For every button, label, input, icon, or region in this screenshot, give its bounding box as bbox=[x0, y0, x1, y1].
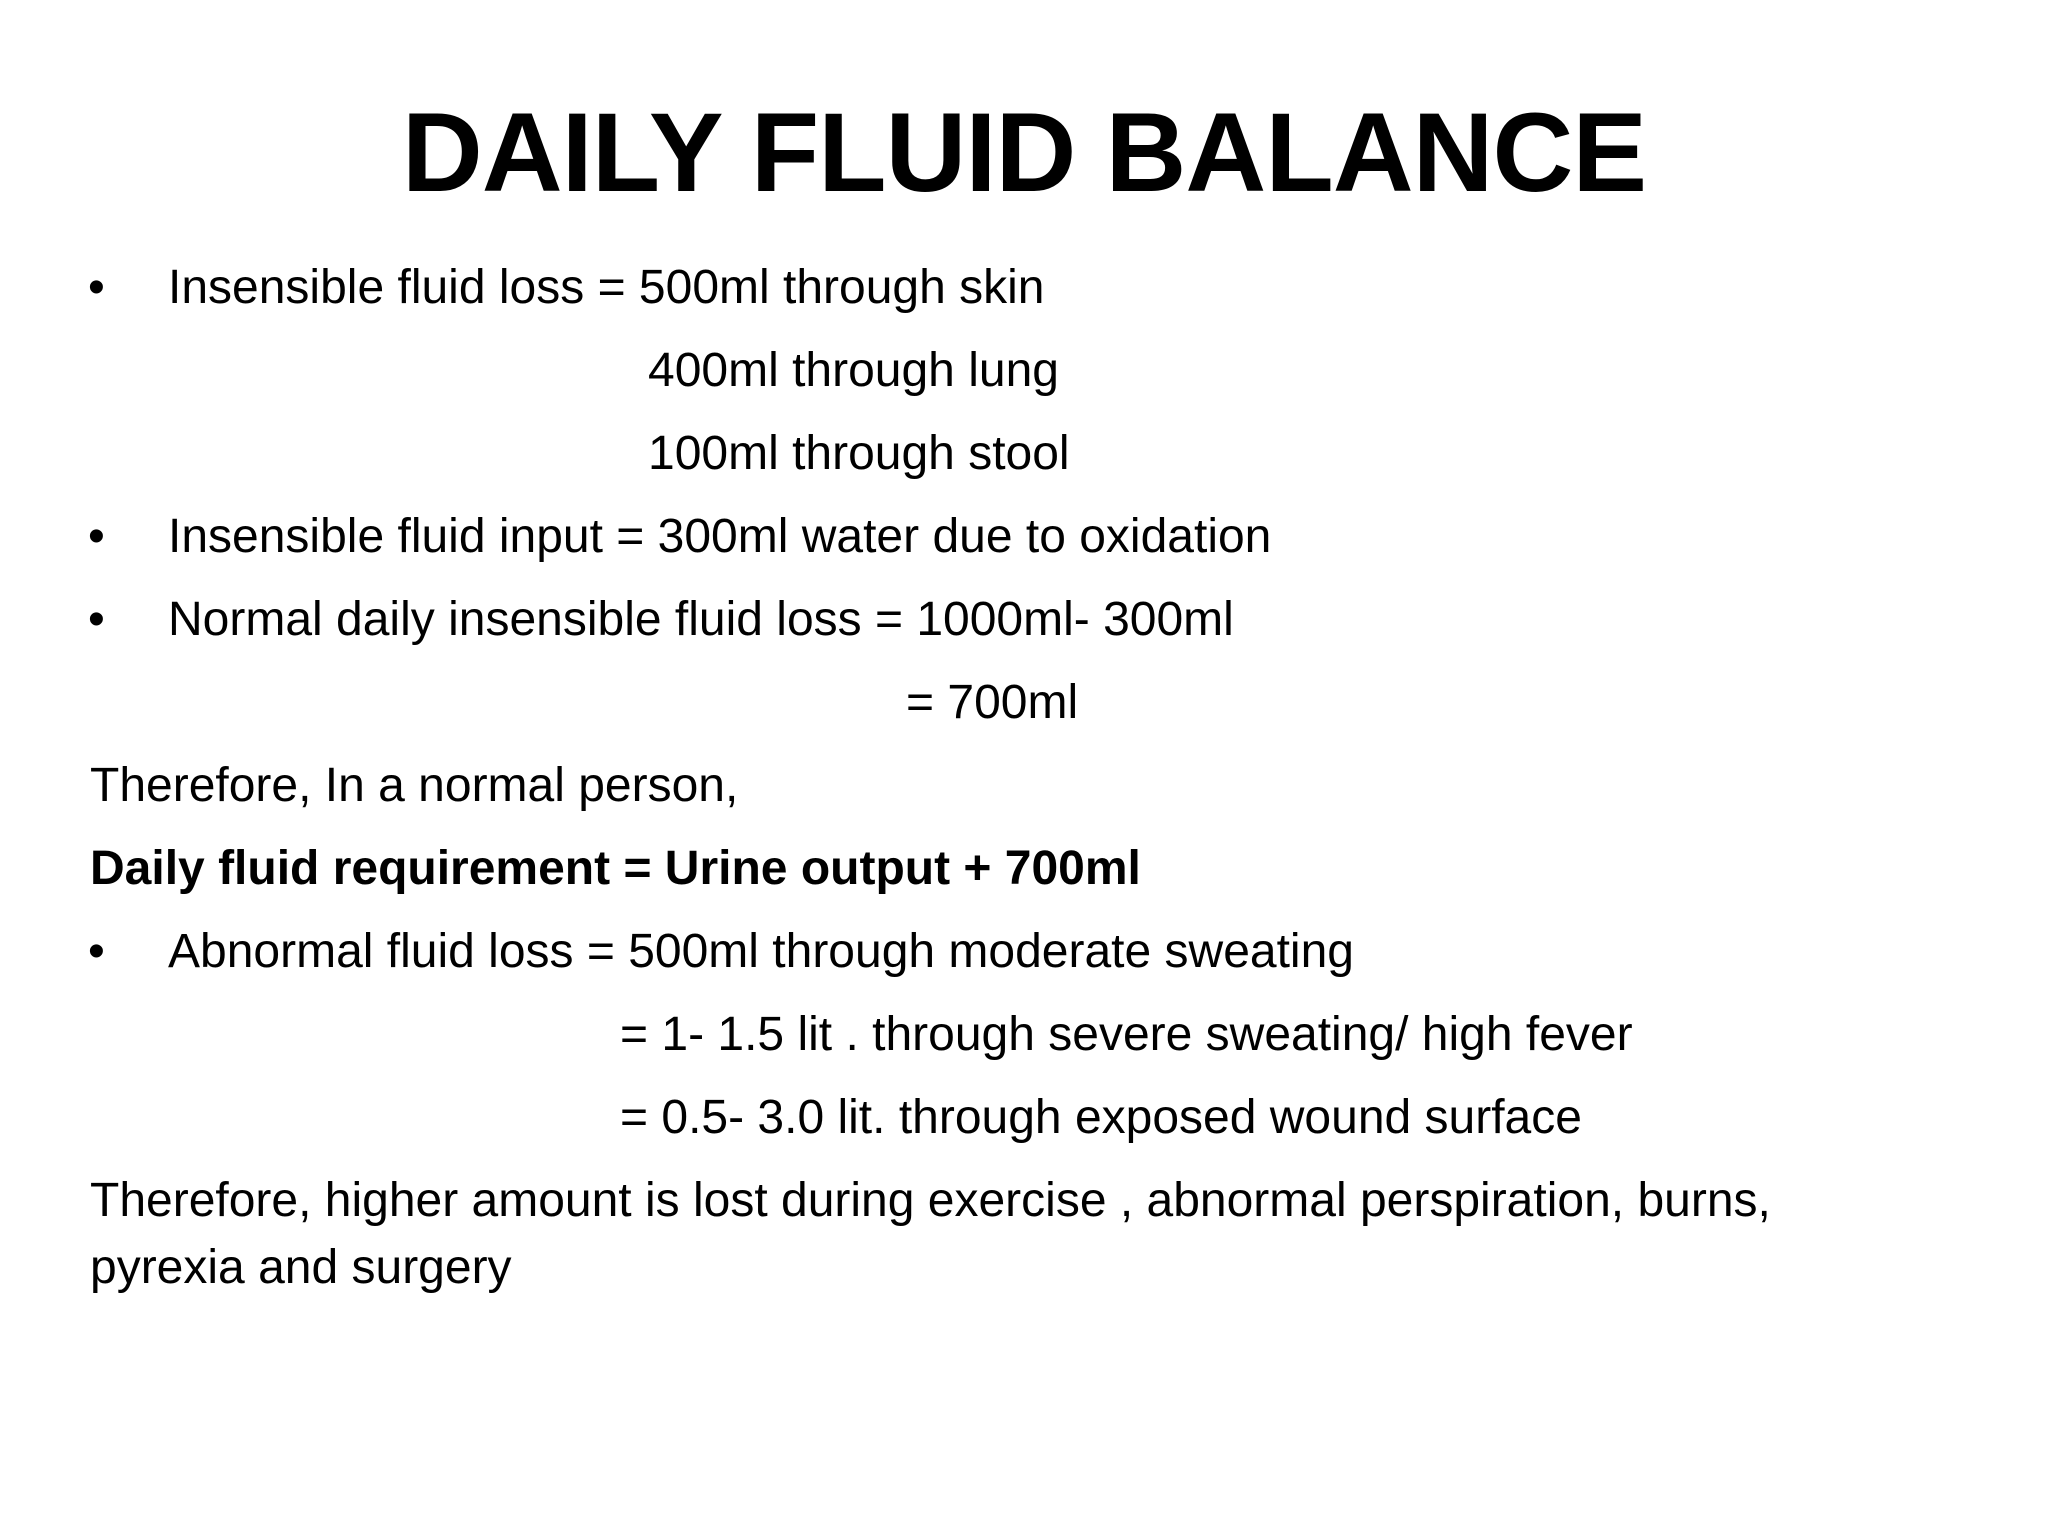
insensible-loss-stool-text: 100ml through stool bbox=[648, 427, 1070, 480]
conclusion-line-2: pyrexia and surgery bbox=[90, 1241, 512, 1294]
daily-requirement-text: Daily fluid requirement = Urine output + 700ml bbox=[90, 842, 1141, 895]
bullet-icon: • bbox=[88, 593, 105, 646]
conclusion-line-1: Therefore, higher amount is lost during exercise , abnormal perspiration, burns, bbox=[90, 1174, 1771, 1227]
insensible-loss-text: Insensible fluid loss = 500ml through skin bbox=[168, 261, 1045, 314]
slide-title: DAILY FLUID BALANCE bbox=[401, 90, 1647, 215]
abnormal-loss-severe-text: = 1- 1.5 lit . through severe sweating/ high fever bbox=[620, 1008, 1633, 1061]
abnormal-loss-text: Abnormal fluid loss = 500ml through moderate sweating bbox=[168, 925, 1354, 978]
abnormal-loss-wound-text: = 0.5- 3.0 lit. through exposed wound surface bbox=[620, 1091, 1582, 1144]
bullet-icon: • bbox=[88, 510, 105, 563]
bullet-icon: • bbox=[88, 925, 105, 978]
normal-daily-loss-text: Normal daily insensible fluid loss = 1000ml- 300ml bbox=[168, 593, 1234, 646]
therefore-normal-text: Therefore, In a normal person, bbox=[90, 759, 739, 812]
insensible-loss-lung-text: 400ml through lung bbox=[648, 344, 1059, 397]
insensible-input-text: Insensible fluid input = 300ml water due to oxidation bbox=[168, 510, 1272, 563]
normal-daily-loss-result-text: = 700ml bbox=[906, 676, 1079, 729]
bullet-icon: • bbox=[88, 261, 105, 314]
